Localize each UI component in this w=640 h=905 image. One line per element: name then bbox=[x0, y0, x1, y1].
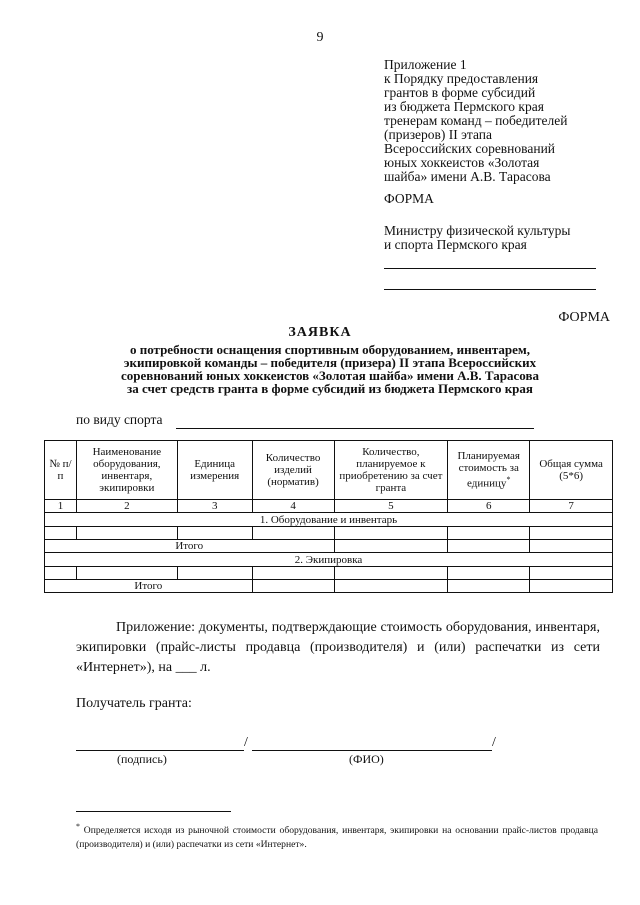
header-cell bbox=[448, 441, 530, 500]
header-cell: Количество изделий (норматив) bbox=[252, 441, 334, 500]
appendix-line: Всероссийских соревнований bbox=[384, 141, 556, 156]
footnote bbox=[76, 820, 598, 852]
column-number: 7 bbox=[530, 500, 613, 513]
table-cell[interactable] bbox=[177, 567, 252, 580]
appendix-line: шайба» имени А.В. Тарасова bbox=[384, 169, 551, 184]
table-cell[interactable] bbox=[334, 580, 448, 593]
header-cell: Количество, планируемое к приобретению за счет гранта bbox=[334, 441, 448, 500]
attachments-paragraph bbox=[76, 618, 600, 678]
column-number: 3 bbox=[177, 500, 252, 513]
table-cell[interactable] bbox=[334, 540, 448, 553]
signature-field-line[interactable] bbox=[76, 750, 244, 751]
appendix-line: юных хоккеистов «Золотая bbox=[384, 155, 540, 170]
appendix-line: (призеров) II этапа bbox=[384, 127, 493, 142]
appendix-line: тренерам команд – победителей bbox=[384, 113, 568, 128]
addressee-line: и спорта Пермского края bbox=[384, 237, 527, 252]
table-header-row bbox=[45, 441, 613, 500]
table-cell[interactable] bbox=[530, 580, 613, 593]
section-title-gear: 2. Экипировка bbox=[45, 553, 613, 567]
table-cell[interactable] bbox=[334, 527, 448, 540]
footnote-mark: * bbox=[506, 475, 511, 485]
subtitle-line: экипировкой команды – победителя (призера) II этапа Всероссийских bbox=[123, 355, 537, 370]
table-cell[interactable] bbox=[76, 527, 177, 540]
total-row bbox=[45, 540, 613, 553]
table-cell[interactable] bbox=[448, 567, 530, 580]
appendix-line: Приложение 1 bbox=[384, 57, 467, 72]
header-text: Планируемая стоимость за единицу bbox=[457, 450, 520, 490]
footnote-text: Определяется исходя из рыночной стоимости оборудования, инвентаря, экипировки на основании прайс-листов продавца (производителя) и (или) распечатки из сети «Интернет». bbox=[76, 825, 598, 851]
total-label: Итого bbox=[45, 580, 253, 593]
subtitle-line: о потребности оснащения спортивным оборудованием, инвентарем, bbox=[129, 342, 531, 357]
table-cell[interactable] bbox=[448, 540, 530, 553]
column-number: 1 bbox=[45, 500, 77, 513]
footnote-divider bbox=[76, 811, 231, 812]
addressee-blank-line-2[interactable] bbox=[384, 289, 596, 290]
table-cell[interactable] bbox=[448, 527, 530, 540]
page-number: 9 bbox=[316, 30, 324, 45]
section-row bbox=[45, 513, 613, 527]
forma-label-right: ФОРМА bbox=[558, 310, 610, 325]
forma-label-top: ФОРМА bbox=[384, 191, 434, 206]
sheet-count-blank[interactable]: ___ bbox=[175, 660, 197, 675]
column-number: 2 bbox=[76, 500, 177, 513]
header-cell: № п/п bbox=[45, 441, 77, 500]
document-title: ЗАЯВКА bbox=[288, 325, 352, 340]
grant-recipient-label: Получатель гранта: bbox=[76, 696, 192, 711]
document-subtitle bbox=[80, 343, 580, 395]
table-cell[interactable] bbox=[334, 567, 448, 580]
appendix-line: из бюджета Пермского края bbox=[384, 99, 544, 114]
table-cell[interactable] bbox=[252, 580, 334, 593]
total-label: Итого bbox=[45, 540, 335, 553]
attachments-text-end: л. bbox=[196, 660, 211, 675]
signature-caption: (подпись) bbox=[117, 752, 167, 766]
addressee-blank-line-1[interactable] bbox=[384, 268, 596, 269]
separator-slash: / bbox=[492, 735, 496, 750]
section-title-equipment: 1. Оборудование и инвентарь bbox=[45, 513, 613, 527]
subtitle-line: соревнований юных хоккеистов «Золотая шайба» имени А.В. Тарасова bbox=[121, 368, 539, 383]
table-cell[interactable] bbox=[252, 567, 334, 580]
appendix-line: грантов в форме субсидий bbox=[384, 85, 536, 100]
section-row bbox=[45, 553, 613, 567]
separator-slash: / bbox=[244, 735, 248, 750]
table-cell[interactable] bbox=[530, 567, 613, 580]
sport-label: по виду спорта bbox=[76, 412, 163, 427]
sport-field-line[interactable] bbox=[176, 428, 534, 429]
footnote-mark: * bbox=[76, 822, 80, 831]
column-number-row bbox=[45, 500, 613, 513]
column-number: 5 bbox=[334, 500, 448, 513]
total-row bbox=[45, 580, 613, 593]
subtitle-line: за счет средств гранта в форме субсидий из бюджета Пермского края bbox=[127, 381, 533, 396]
table-row[interactable] bbox=[45, 567, 613, 580]
addressee-line: Министру физической культуры bbox=[384, 223, 571, 238]
table-cell[interactable] bbox=[45, 567, 77, 580]
table-cell[interactable] bbox=[448, 580, 530, 593]
header-cell: Общая сумма (5*6) bbox=[530, 441, 613, 500]
fio-field-line[interactable] bbox=[252, 750, 492, 751]
fio-caption: (ФИО) bbox=[349, 752, 384, 766]
table-cell[interactable] bbox=[530, 540, 613, 553]
table-cell[interactable] bbox=[530, 527, 613, 540]
request-table bbox=[44, 440, 613, 593]
header-cell: Единица измерения bbox=[177, 441, 252, 500]
table-cell[interactable] bbox=[177, 527, 252, 540]
table-row[interactable] bbox=[45, 527, 613, 540]
header-cell: Наименование оборудования, инвентаря, экипировки bbox=[76, 441, 177, 500]
column-number: 6 bbox=[448, 500, 530, 513]
table-cell[interactable] bbox=[252, 527, 334, 540]
attachments-text: Приложение: документы, подтверждающие стоимость оборудования, инвентаря, экипировки (прайс-листы продавца (производителя) и (или) распечатки из сети «Интернет»), на bbox=[76, 620, 600, 675]
appendix-header bbox=[384, 58, 624, 184]
addressee bbox=[384, 224, 624, 252]
table-cell[interactable] bbox=[76, 567, 177, 580]
table-cell[interactable] bbox=[45, 527, 77, 540]
appendix-line: к Порядку предоставления bbox=[384, 71, 539, 86]
column-number: 4 bbox=[252, 500, 334, 513]
